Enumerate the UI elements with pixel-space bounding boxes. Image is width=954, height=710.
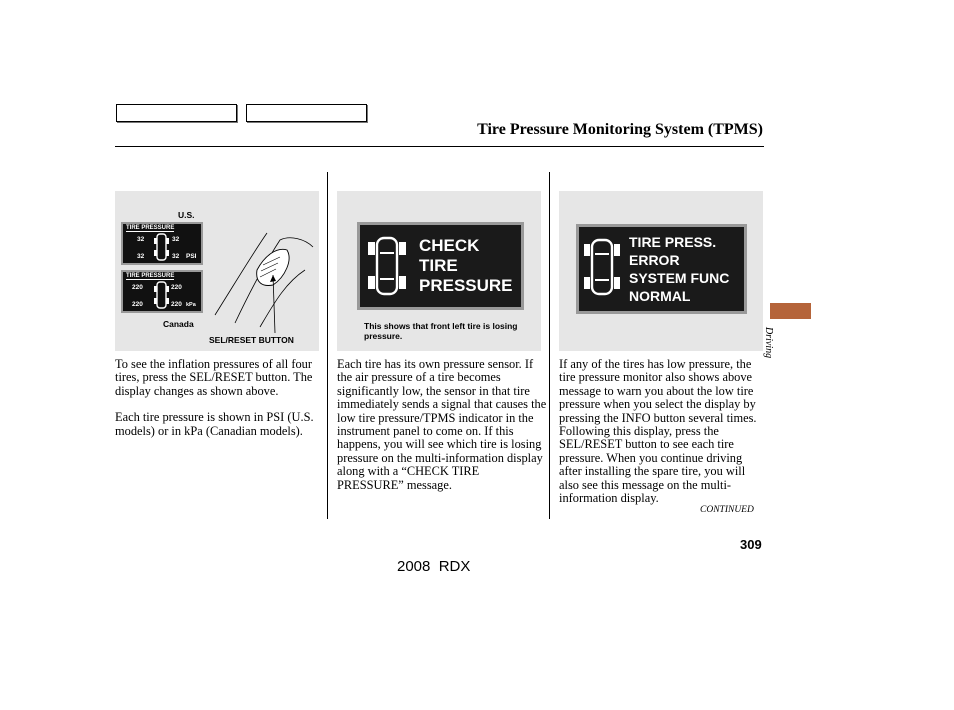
continued-label: CONTINUED	[700, 505, 754, 515]
panel2-caption: This shows that front left tire is losing pressure.	[364, 321, 518, 341]
us-fr-value: 32	[172, 236, 180, 243]
section-tab-label: Driving	[763, 327, 774, 359]
label-sel-reset-button: SEL/RESET BUTTON	[209, 335, 294, 345]
model-label: 2008 RDX	[397, 558, 471, 575]
column-1	[115, 358, 321, 451]
us-tire-display	[121, 222, 203, 265]
display-line-1: CHECK	[419, 236, 480, 255]
canada-tire-display	[121, 270, 203, 313]
us-rl-value: 32	[137, 253, 145, 260]
display-line-1: TIRE PRESS.	[629, 234, 717, 250]
canada-fl-value: 220	[132, 284, 143, 291]
title-rule	[115, 146, 764, 147]
canada-fr-value: 220	[171, 284, 182, 291]
car-icon	[584, 237, 620, 297]
car-icon	[154, 281, 169, 309]
us-fl-value: 32	[137, 236, 145, 243]
us-unit: PSI	[186, 253, 197, 260]
display-line-2: TIRE	[419, 256, 458, 275]
column-divider-1	[327, 172, 328, 519]
column-1-paragraph-1: To see the inflation pressures of all four tires, press the SEL/RESET button. The display changes as shown above.	[115, 357, 313, 398]
display-line-2: ERROR	[629, 252, 680, 268]
section-tab[interactable]	[770, 303, 811, 319]
display-line-3: SYSTEM FUNC	[629, 270, 730, 286]
canada-unit: kPa	[186, 302, 196, 308]
canada-rl-value: 220	[132, 301, 143, 308]
car-icon	[154, 233, 169, 261]
sel-reset-button-illustration	[205, 225, 319, 335]
nav-box-left[interactable]	[116, 104, 237, 122]
us-rr-value: 32	[172, 253, 180, 260]
tire-press-error-display	[576, 224, 747, 314]
label-canada: Canada	[163, 319, 194, 329]
display-line-4: NORMAL	[629, 288, 691, 304]
column-1-paragraph-2: Each tire pressure is shown in PSI (U.S. models) or in kPa (Canadian models).	[115, 410, 314, 438]
page-title: Tire Pressure Monitoring System (TPMS)	[477, 121, 763, 138]
column-3-paragraph-1: If any of the tires has low pressure, the tire pressure monitor also shows above message to warn you about the low tire pressure when you select the display by pressing the INFO button several times. Following this display, press the SEL/RESET button to see each tire pressure. When you continue driving after installing the spare tire, you will also see this message on the multi-information display.	[559, 357, 757, 506]
label-us: U.S.	[178, 210, 195, 220]
canada-display-header: TIRE PRESSURE	[126, 273, 175, 279]
column-3	[559, 358, 767, 518]
display-line-3: PRESSURE	[419, 276, 513, 295]
nav-box-right[interactable]	[246, 104, 367, 122]
page-number: 309	[740, 537, 762, 552]
us-display-header: TIRE PRESSURE	[126, 225, 175, 231]
column-2-paragraph-1: Each tire has its own pressure sensor. If the air pressure of a tire becomes significantly low, the sensor in that tire immediately sends a signal that causes the low tire pressure/TPMS indicator in the instrument panel to come on. If this happens, you will see which tire is losing pressure on the multi-information display along with a “CHECK TIRE PRESSURE” message.	[337, 357, 547, 492]
canada-rr-value: 220	[171, 301, 182, 308]
check-tire-pressure-display	[357, 222, 524, 310]
column-2	[337, 358, 547, 505]
car-icon	[368, 235, 406, 297]
column-divider-2	[549, 172, 550, 519]
